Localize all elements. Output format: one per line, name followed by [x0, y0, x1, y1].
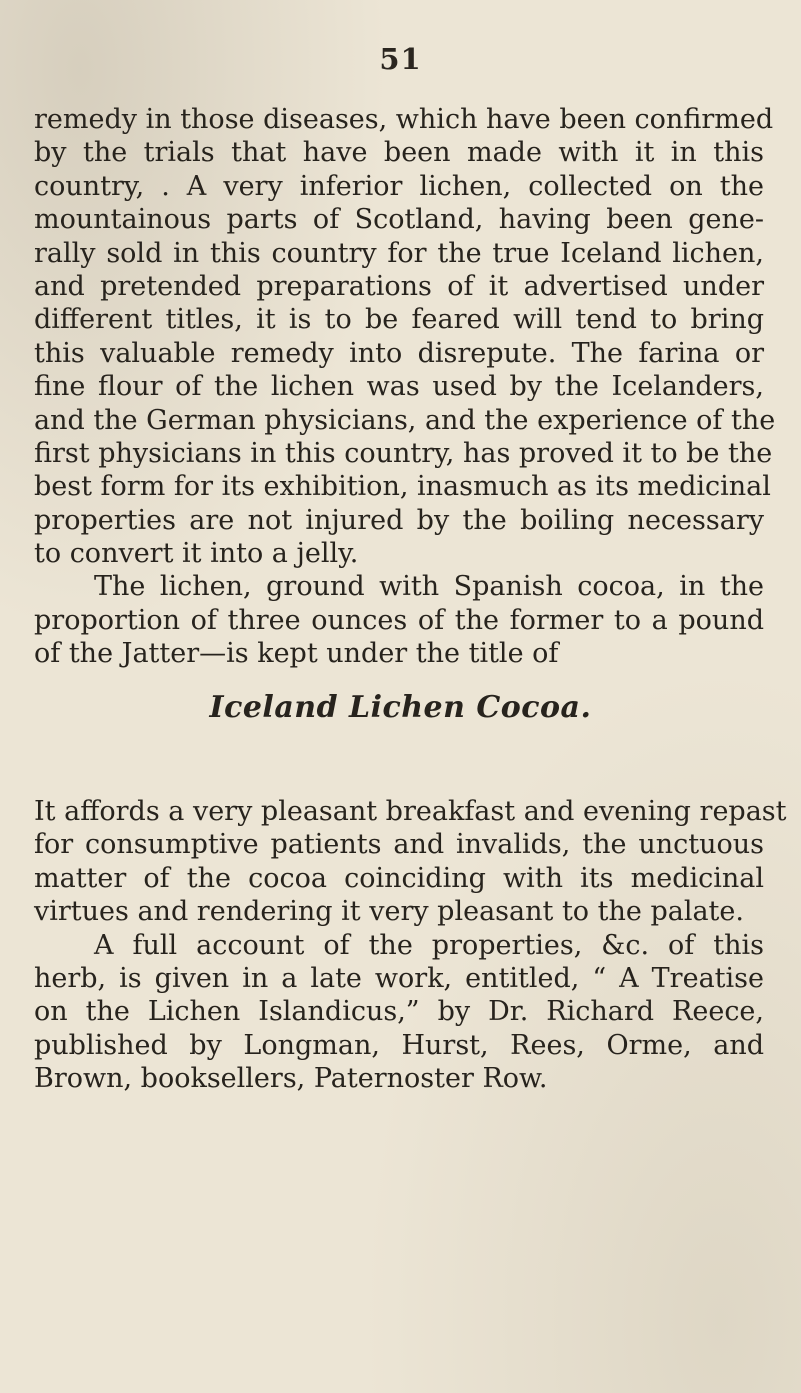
text-line: It affords a very pleasant breakfast and evening repast	[34, 796, 787, 827]
text-line: first physicians in this country, has proved it to be the	[34, 437, 773, 469]
text-line: and the German physicians, and the experience of the	[34, 404, 776, 436]
text-line: on the Lichen Islandicus,” by Dr. Richard Reece,	[34, 996, 764, 1028]
text-line: to convert it into a jelly.	[34, 538, 359, 570]
section-heading: Iceland Lichen Cocoa.	[209, 690, 592, 725]
text-line: matter of the cocoa coinciding with its medicinal	[34, 862, 764, 894]
text-line: country, . A very inferior lichen, collected on the	[34, 170, 764, 202]
text-line: fine flour of the lichen was used by the Icelanders,	[34, 371, 764, 403]
paragraph-affords	[34, 795, 787, 929]
paragraph-lichen-cocoa	[34, 570, 764, 670]
text-line: published by Longman, Hurst, Rees, Orme, and	[34, 1029, 764, 1061]
paragraph-full-account	[34, 929, 764, 1096]
text-line: by the trials that have been made with it in this	[34, 137, 764, 169]
text-line: best form for its exhibition, inasmuch as its medicinal	[34, 471, 771, 503]
text-line: mountainous parts of Scotland, having been gene-	[34, 204, 764, 236]
text-line: of the Jatter—is kept under the title of	[34, 638, 559, 670]
text-line: different titles, it is to be feared will tend to bring	[34, 304, 764, 336]
text-line: rally sold in this country for the true Iceland lichen,	[34, 237, 764, 269]
text-line: for consumptive patients and invalids, the unctuous	[34, 829, 764, 861]
text-line: properties are not injured by the boiling necessary	[34, 504, 764, 536]
page-number: 51	[379, 42, 422, 76]
text-line: and pretended preparations of it advertised under	[34, 270, 764, 302]
text-line: proportion of three ounces of the former to a pound	[34, 604, 764, 636]
upper-text-block	[34, 103, 776, 671]
text-line: Brown, booksellers, Paternoster Row.	[34, 1063, 548, 1095]
text-line: remedy in those diseases, which have been confirmed	[34, 104, 774, 135]
text-line: this valuable remedy into disrepute. The farina or	[34, 337, 764, 369]
text-line: The lichen, ground with Spanish cocoa, in the	[94, 571, 764, 603]
text-line: herb, is given in a late work, entitled, “ A Treatise	[34, 962, 764, 994]
text-line: virtues and rendering it very pleasant to the palate.	[34, 896, 744, 928]
paragraph-remedy	[34, 103, 776, 570]
text-line: A full account of the properties, &c. of this	[94, 929, 764, 961]
lower-text-block	[34, 795, 787, 1096]
